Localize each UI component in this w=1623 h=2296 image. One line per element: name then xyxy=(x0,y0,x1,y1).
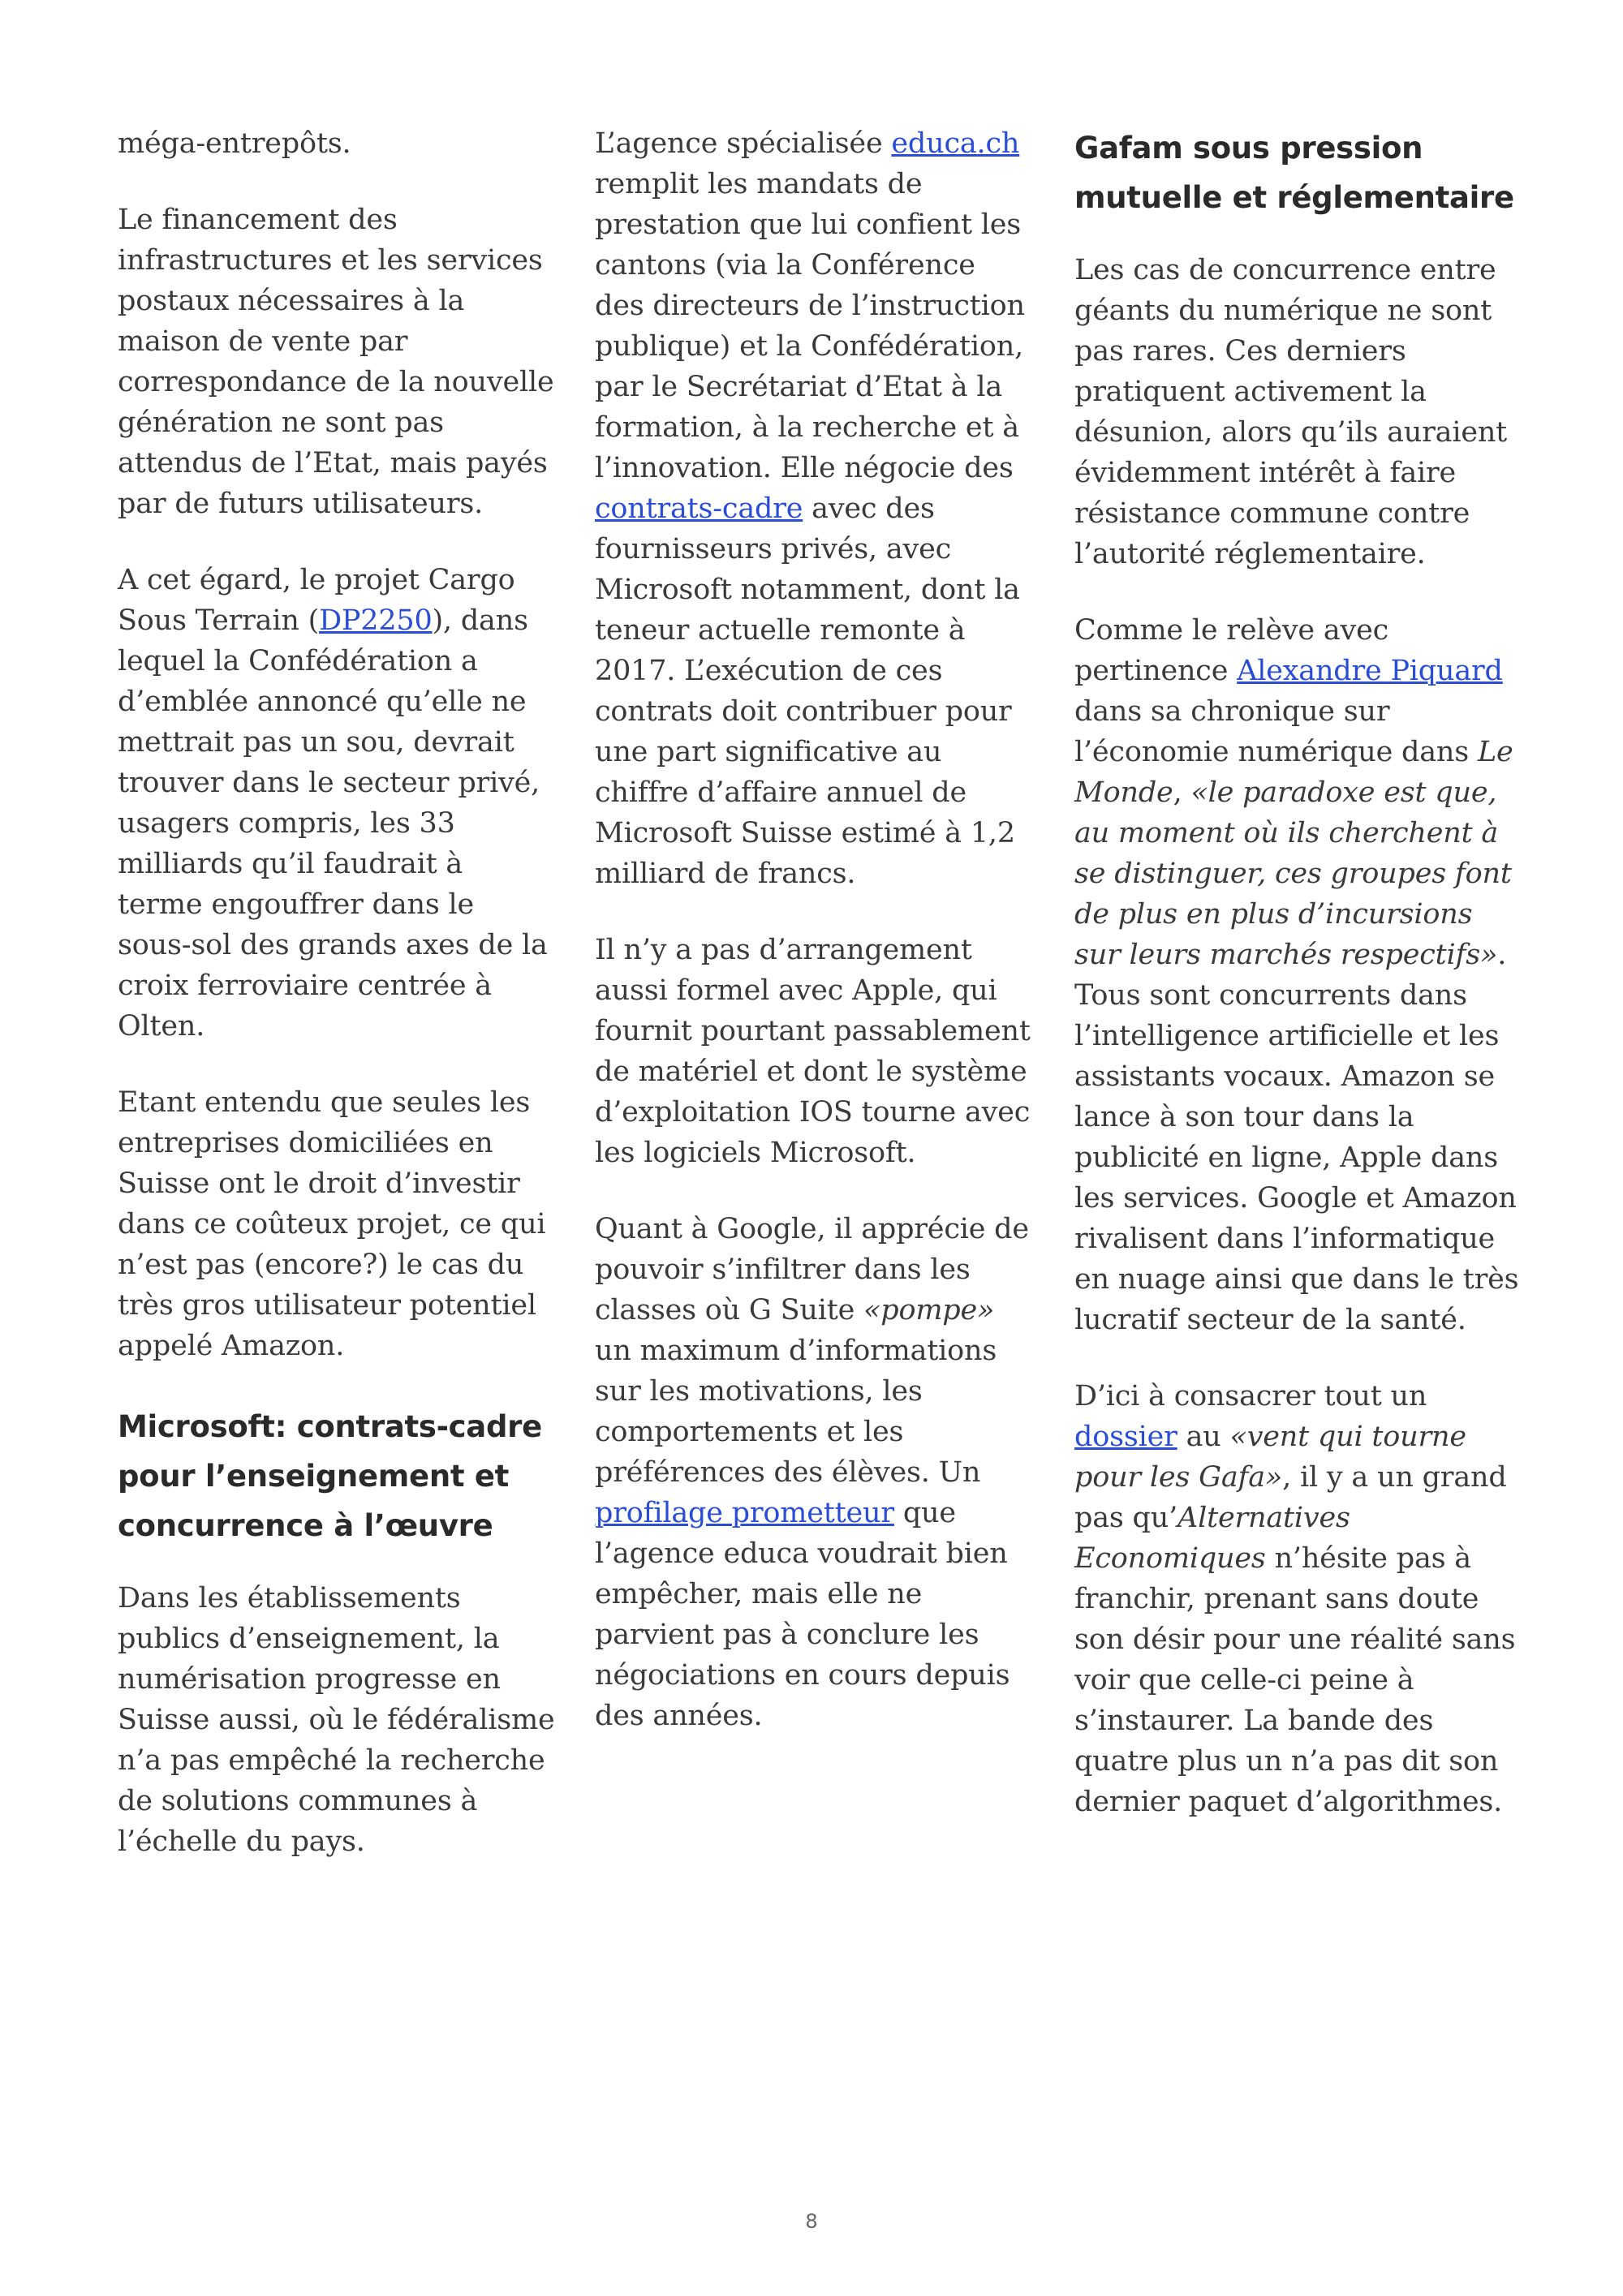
paragraph: Etant entendu que seules les entreprises domiciliées en Suisse ont le droit d’investir dans ce coûteux projet, ce qui n’est pas (encore?) le cas du très gros utilisateur potentiel appelé Amazon. xyxy=(118,1086,546,1362)
column-middle xyxy=(595,123,1033,1772)
link-educa[interactable]: educa.ch xyxy=(891,127,1020,160)
page-number: 8 xyxy=(805,2210,818,2233)
link-dossier[interactable]: dossier xyxy=(1074,1421,1177,1453)
paragraph: L’agence spécialisée educa.ch remplit les mandats de prestation que lui confient les cantons (via la Conférence des directeurs de l’instruction publique) et la Confédération, par le Secrétariat d’Etat à la formation, à la recherche et à l’innovation. Elle négocie des contrats-cadre avec des fournisseurs privés, avec Microsoft notamment, dont la teneur actuelle remonte à 2017. L’exécution de ces contrats doit contribuer pour une part significative au chiffre d’affaire annuel de Microsoft Suisse estimé à 1,2 milliard de francs. xyxy=(595,127,1025,890)
column-left xyxy=(118,123,556,1898)
link-dp2250[interactable]: DP2250 xyxy=(319,604,433,637)
link-profilage-prometteur[interactable]: profilage prometteur xyxy=(595,1497,894,1529)
paragraph: Dans les établissements publics d’enseignement, la numérisation progresse en Suisse aussi, où le fédéralisme n’a pas empêché la recherche de solutions communes à l’échelle du pays. xyxy=(118,1582,555,1858)
link-alexandre-piquard[interactable]: Alexandre Piquard xyxy=(1237,655,1503,687)
paragraph: Il n’y a pas d’arrangement aussi formel avec Apple, qui fournit pourtant passablement de matériel et dont le système d’exploitation IOS tourne avec les logiciels Microsoft. xyxy=(595,934,1031,1169)
paragraph: méga-entrepôts. xyxy=(118,127,351,160)
link-contrats-cadre[interactable]: contrats-cadre xyxy=(595,492,803,525)
paragraph: Les cas de concurrence entre géants du numérique ne sont pas rares. Ces derniers pratiquent activement la désunion, alors qu’ils auraient évidemment intérêt à faire résistance commune contre l’autorité réglementaire. xyxy=(1074,254,1508,570)
paragraph: D’ici à consacrer tout un dossier au «vent qui tourne pour les Gafa», il y a un grand pas qu’Alternatives Economiques n’hésite pas à franchir, prenant sans doute son désir pour une réalité sans voir que celle-ci peine à s’instaurer. La bande des quatre plus un n’a pas dit son dernier paquet d’algorithmes. xyxy=(1074,1380,1516,1818)
section-heading-microsoft: Microsoft: contrats-cadre pour l’enseignement et concurrence à l’œuvre xyxy=(118,1409,542,1543)
paragraph: Comme le relève avec pertinence Alexandre Piquard dans sa chronique sur l’économie numérique dans Le Monde, «le paradoxe est que, au moment où ils cherchent à se distinguer, ces groupes font de plus en plus d’incursions sur leurs marchés respectifs». Tous sont concurrents dans l’intelligence artificielle et les assistants vocaux. Amazon se lance à son tour dans la publicité en ligne, Apple dans les services. Google et Amazon rivalisent dans l’informatique en nuage ainsi que dans le très lucratif secteur de la santé. xyxy=(1074,614,1519,1336)
paragraph: Le financement des infrastructures et les services postaux nécessaires à la maison de vente par correspondance de la nouvelle génération ne sont pas attendus de l’Etat, mais payés par de futurs utilisateurs. xyxy=(118,204,554,520)
paragraph: Quant à Google, il apprécie de pouvoir s’infiltrer dans les classes où G Suite «pompe» un maximum d’informations sur les motivations, les comportements et les préférences des élèves. Un profilage prometteur que l’agence educa voudrait bien empêcher, mais elle ne parvient pas à conclure les négociations en cours depuis des années. xyxy=(595,1213,1029,1732)
column-right xyxy=(1074,123,1521,1858)
section-heading-gafam: Gafam sous pression mutuelle et réglementaire xyxy=(1074,131,1514,215)
paragraph: A cet égard, le projet Cargo Sous Terrain (DP2250), dans lequel la Confédération a d’emblée annoncé qu’elle ne mettrait pas un sou, devrait trouver dans le secteur privé, usagers compris, les 33 milliards qu’il faudrait à terme engouffrer dans le sous-sol des grands axes de la croix ferroviaire centrée à Olten. xyxy=(118,564,548,1043)
